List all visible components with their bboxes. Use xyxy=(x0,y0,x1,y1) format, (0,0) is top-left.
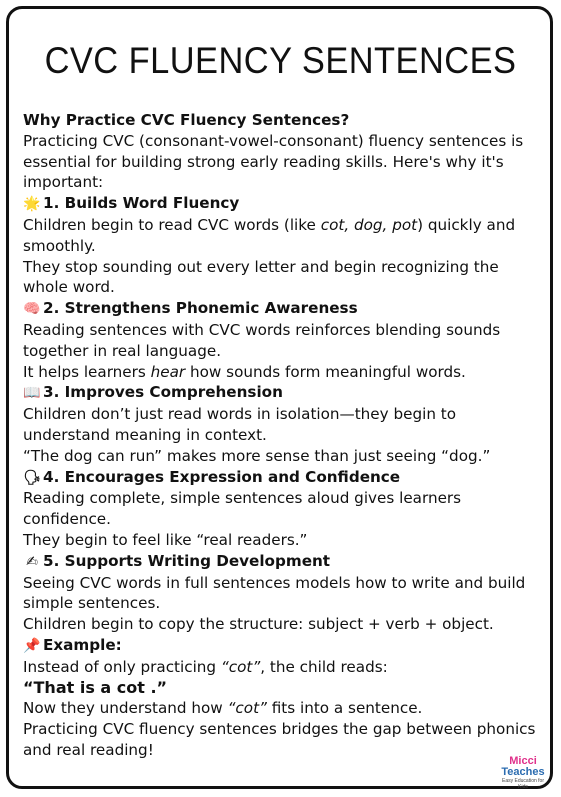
pushpin-icon: 📌 xyxy=(23,637,41,654)
writing-hand-icon: ✍ xyxy=(26,553,38,570)
logo-tagline: Easy Education for Kids xyxy=(502,778,544,790)
emphasis: “cot” xyxy=(227,699,267,718)
section-line xyxy=(23,404,543,446)
document-body xyxy=(23,110,543,761)
text-run: Children begin to read CVC words (like xyxy=(23,215,321,234)
emphasis: “cot” xyxy=(220,657,261,676)
intro-text: Practicing CVC (consonant-vowel-consonant) fluency sentences is essential for building strong early reading skills. Here's why it's important: xyxy=(23,131,524,192)
section-heading xyxy=(23,467,543,489)
page-title: CVC FLUENCY SENTENCES xyxy=(44,40,517,81)
text-run: They stop sounding out every letter and begin recognizing the whole word. xyxy=(23,257,499,297)
section-heading xyxy=(23,382,543,404)
text-run: ) quickly and smoothly. xyxy=(23,215,516,255)
text-run: Reading sentences with CVC words reinforces blending sounds together in real language. xyxy=(23,320,501,360)
section-heading xyxy=(23,193,543,215)
section-title: 1. Builds Word Fluency xyxy=(43,194,240,213)
intro-heading: Why Practice CVC Fluency Sentences? xyxy=(23,111,350,129)
text-run: “The dog can run” makes more sense than just seeing “dog.” xyxy=(23,446,491,465)
example-line xyxy=(23,698,543,719)
emphasis: cot, dog, pot xyxy=(320,215,418,234)
section-heading xyxy=(23,298,543,320)
section-title: 5. Supports Writing Development xyxy=(43,551,331,570)
example-title: Example: xyxy=(43,635,122,654)
speaking-head-icon: 🗣 xyxy=(23,469,41,486)
section-title: 3. Improves Comprehension xyxy=(43,383,283,402)
section-heading xyxy=(23,551,543,573)
example-heading xyxy=(23,635,543,657)
section-line xyxy=(23,320,543,362)
text-run: fits into a sentence. xyxy=(266,699,423,718)
section-line xyxy=(23,446,543,467)
book-icon: 📖 xyxy=(23,385,41,402)
brand-logo xyxy=(498,755,548,790)
closing-text: Practicing CVC fluency sentences bridges the gap between phonics and real reading! xyxy=(23,720,536,759)
section-line xyxy=(23,614,543,635)
text-run: Children don’t just read words in isolation—they begin to understand meaning in context. xyxy=(23,405,457,444)
section-line xyxy=(23,573,543,615)
text-run: , the child reads: xyxy=(260,657,388,676)
emphasis: hear xyxy=(150,362,186,381)
brain-icon: 🧠 xyxy=(23,301,41,318)
example-quote: “That is a cot .” xyxy=(23,677,168,697)
section-line xyxy=(23,530,543,551)
text-run: It helps learners xyxy=(23,362,151,381)
text-run: how sounds form meaningful words. xyxy=(185,362,466,381)
section-title: 4. Encourages Expression and Confidence xyxy=(43,467,401,486)
logo-line-2: Teaches xyxy=(501,766,545,778)
example-line xyxy=(23,657,543,678)
text-run: They begin to feel like “real readers.” xyxy=(23,530,308,549)
logo-line-1: Micci xyxy=(509,755,537,767)
text-run: Children begin to copy the structure: subject + verb + object. xyxy=(23,615,494,634)
text-run: Instead of only practicing xyxy=(23,657,221,676)
section-title: 2. Strengthens Phonemic Awareness xyxy=(43,299,358,318)
section-line xyxy=(23,257,543,299)
text-run: Reading complete, simple sentences aloud gives learners confidence. xyxy=(23,489,462,529)
section-line xyxy=(23,215,543,257)
section-line xyxy=(23,362,543,383)
text-run: Now they understand how xyxy=(23,699,228,718)
star-icon: 🌟 xyxy=(23,196,41,213)
section-line xyxy=(23,488,543,530)
text-run: Seeing CVC words in full sentences models how to write and build simple sentences. xyxy=(23,573,526,613)
